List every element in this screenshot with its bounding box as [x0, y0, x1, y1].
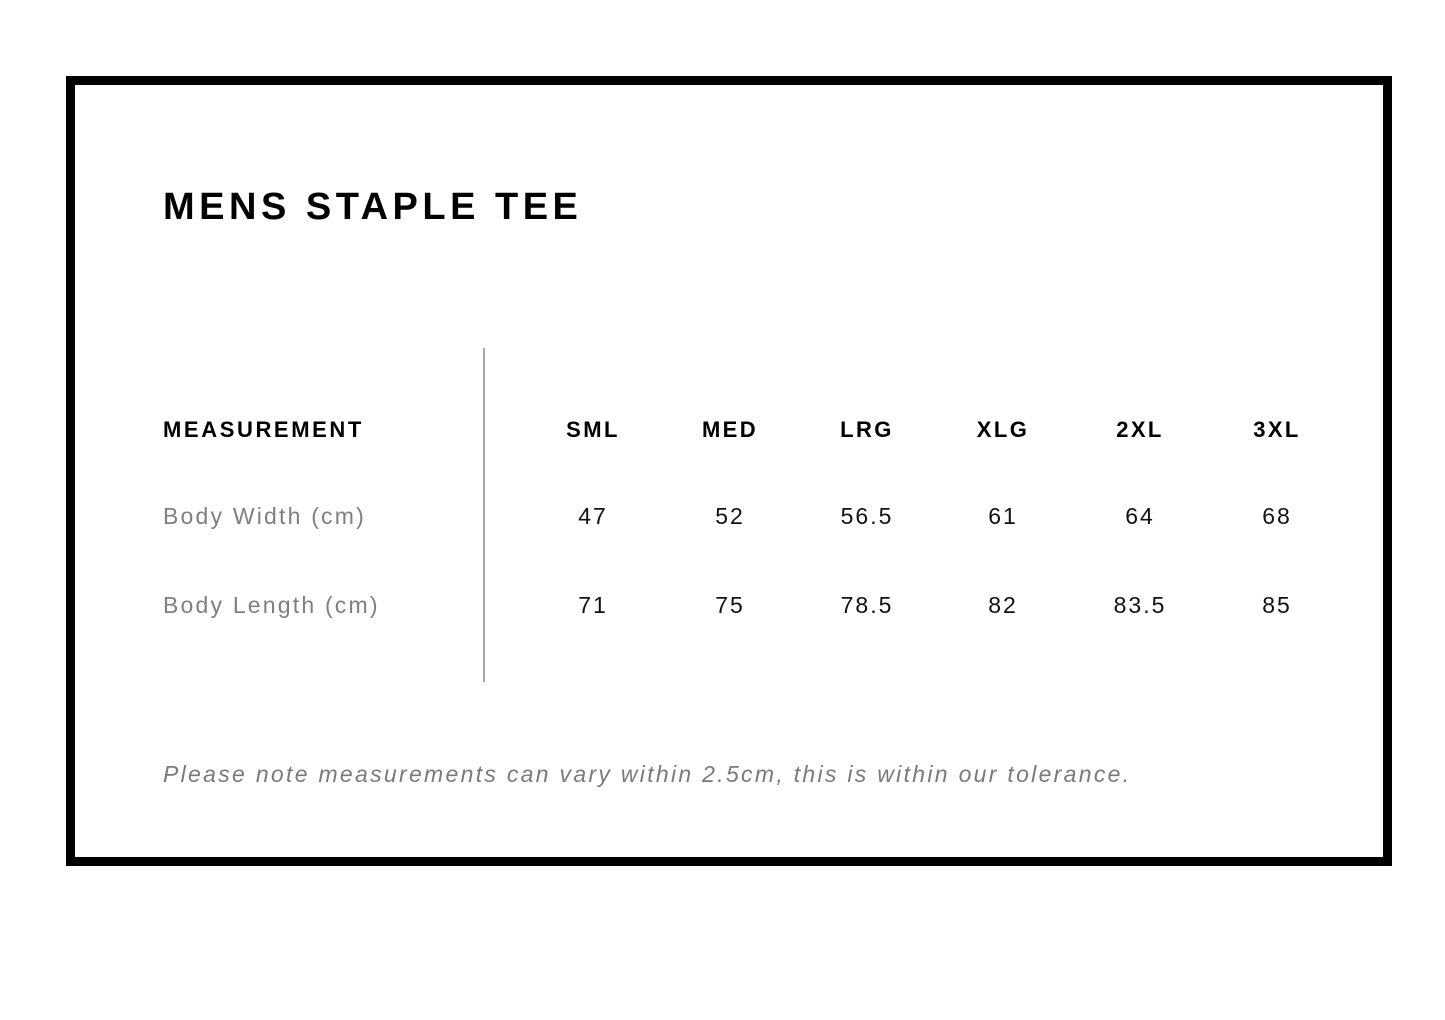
table-cell: 78.5: [840, 592, 894, 618]
table-cell: 82: [988, 592, 1018, 618]
table-cell: 61: [988, 503, 1018, 529]
table-cell: 75: [715, 592, 745, 618]
column-divider: [483, 348, 485, 682]
row-label-body-length: Body Length (cm): [163, 592, 380, 618]
table-cell: 85: [1262, 592, 1292, 618]
table-cell: 83.5: [1113, 592, 1167, 618]
size-header-3xl: 3XL: [1253, 417, 1301, 442]
tolerance-note: Please note measurements can vary within 2.5cm, this is within our tolerance.: [163, 761, 1132, 787]
table-cell: 71: [578, 592, 608, 618]
size-chart-frame: [66, 76, 1392, 866]
size-header-sml: SML: [566, 417, 620, 442]
table-cell: 68: [1262, 503, 1292, 529]
size-header-xlg: XLG: [976, 417, 1030, 442]
row-label-body-width: Body Width (cm): [163, 503, 366, 529]
measurement-header: MEASUREMENT: [163, 417, 364, 442]
table-cell: 56.5: [840, 503, 894, 529]
size-header-2xl: 2XL: [1116, 417, 1164, 442]
table-cell: 52: [715, 503, 745, 529]
chart-title: MENS STAPLE TEE: [163, 186, 583, 228]
size-header-med: MED: [701, 417, 759, 442]
size-header-lrg: LRG: [840, 417, 894, 442]
table-cell: 47: [578, 503, 608, 529]
table-cell: 64: [1125, 503, 1155, 529]
